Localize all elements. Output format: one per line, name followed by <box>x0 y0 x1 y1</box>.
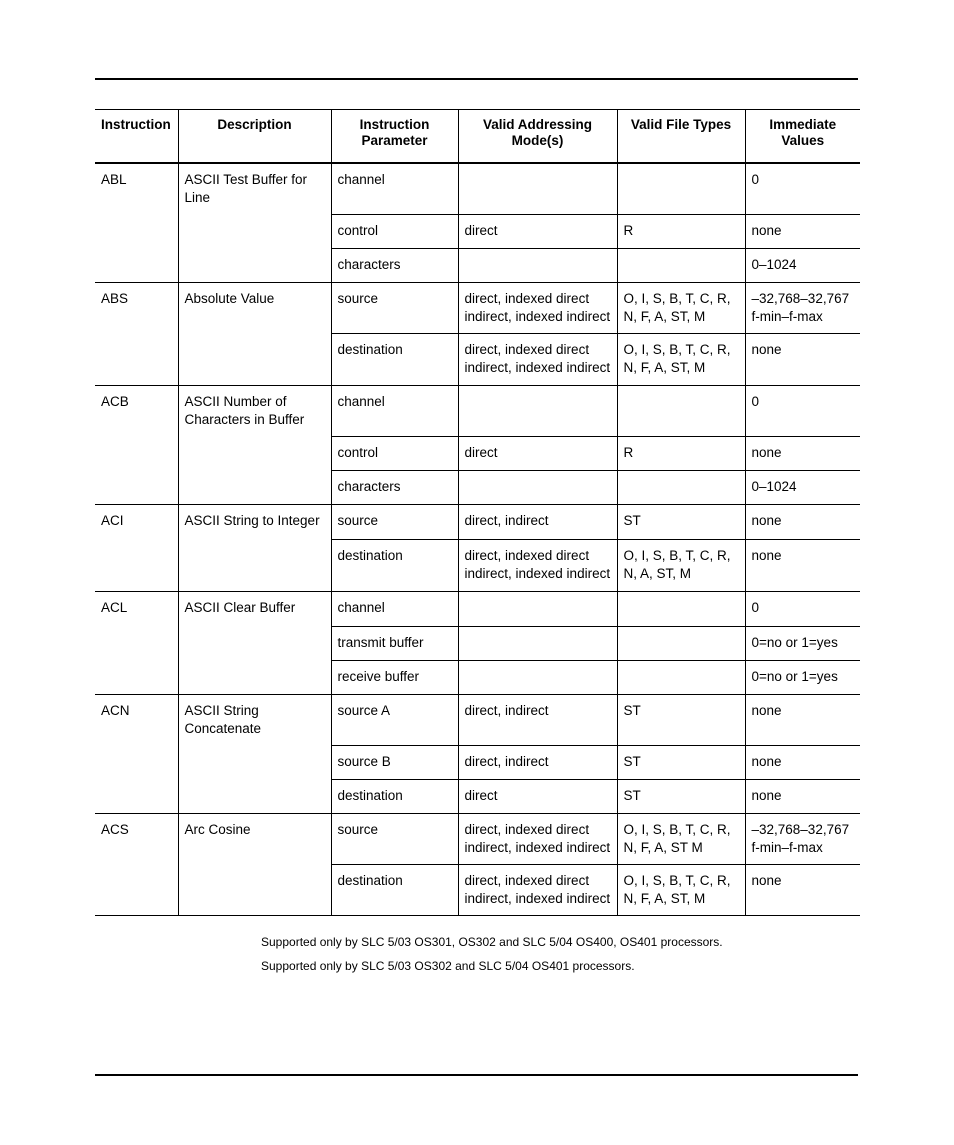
addressing-modes <box>458 470 617 504</box>
immediate-values: none <box>745 333 860 385</box>
file-types: ST <box>617 745 745 779</box>
instruction-parameter: source B <box>331 745 458 779</box>
immediate-values: none <box>745 694 860 745</box>
header-valid-file-types: Valid File Types <box>617 110 745 164</box>
header-valid-addressing-modes: Valid Addressing Mode(s) <box>458 110 617 164</box>
addressing-modes: direct, indexed direct indirect, indexed indirect <box>458 282 617 333</box>
addressing-modes: direct, indirect <box>458 694 617 745</box>
immediate-values: none <box>745 539 860 591</box>
immediate-values: 0 <box>745 385 860 436</box>
file-types: R <box>617 214 745 248</box>
immediate-values: 0=no or 1=yes <box>745 660 860 694</box>
addressing-modes <box>458 248 617 282</box>
addressing-modes <box>458 163 617 214</box>
file-types <box>617 660 745 694</box>
instruction-parameter: control <box>331 214 458 248</box>
file-types <box>617 248 745 282</box>
instruction-parameter: transmit buffer <box>331 626 458 660</box>
immediate-values: 0 <box>745 163 860 214</box>
footnote: Supported only by SLC 5/03 OS302 and SLC 5/04 OS401 processors. <box>261 959 635 973</box>
file-types: O, I, S, B, T, C, R, N, F, A, ST, M <box>617 864 745 915</box>
addressing-modes: direct <box>458 214 617 248</box>
immediate-values: 0–1024 <box>745 470 860 504</box>
table-row <box>95 385 860 436</box>
addressing-modes: direct, indirect <box>458 504 617 539</box>
instruction-parameter: characters <box>331 248 458 282</box>
instruction-code: ABS <box>95 282 178 385</box>
immediate-values: 0 <box>745 591 860 626</box>
file-types: ST <box>617 779 745 813</box>
instruction-parameter: channel <box>331 591 458 626</box>
addressing-modes: direct, indexed direct indirect, indexed indirect <box>458 864 617 915</box>
file-types <box>617 626 745 660</box>
instruction-parameter: source <box>331 504 458 539</box>
instruction-description: ASCII String Concatenate <box>178 694 331 813</box>
instruction-parameter: channel <box>331 385 458 436</box>
table-row <box>95 591 860 626</box>
instruction-code: ACN <box>95 694 178 813</box>
file-types: ST <box>617 504 745 539</box>
header-immediate-values: Immediate Values <box>745 110 860 164</box>
table-row <box>95 813 860 864</box>
table-row <box>95 282 860 333</box>
immediate-values: none <box>745 779 860 813</box>
table-body <box>95 163 860 915</box>
immediate-values: none <box>745 745 860 779</box>
file-types: ST <box>617 694 745 745</box>
immediate-values: –32,768–32,767 f-min–f-max <box>745 282 860 333</box>
file-types <box>617 385 745 436</box>
instruction-parameter: source <box>331 282 458 333</box>
instruction-parameter: destination <box>331 539 458 591</box>
instruction-parameter: destination <box>331 779 458 813</box>
immediate-values: –32,768–32,767 f-min–f-max <box>745 813 860 864</box>
instruction-description: Absolute Value <box>178 282 331 385</box>
file-types: O, I, S, B, T, C, R, N, A, ST, M <box>617 539 745 591</box>
table-row <box>95 504 860 539</box>
footer-rule <box>95 1074 858 1076</box>
header-description: Description <box>178 110 331 164</box>
instruction-description: ASCII Number of Characters in Buffer <box>178 385 331 504</box>
addressing-modes <box>458 660 617 694</box>
instruction-description: Arc Cosine <box>178 813 331 915</box>
file-types: O, I, S, B, T, C, R, N, F, A, ST, M <box>617 333 745 385</box>
file-types: O, I, S, B, T, C, R, N, F, A, ST M <box>617 813 745 864</box>
addressing-modes: direct, indirect <box>458 745 617 779</box>
instruction-code: ACB <box>95 385 178 504</box>
addressing-modes: direct <box>458 779 617 813</box>
immediate-values: none <box>745 214 860 248</box>
file-types: R <box>617 436 745 470</box>
instruction-description: ASCII String to Integer <box>178 504 331 591</box>
footnotes <box>261 930 723 978</box>
instruction-code: ABL <box>95 163 178 282</box>
instruction-parameter: source A <box>331 694 458 745</box>
instruction-table <box>95 109 860 916</box>
addressing-modes <box>458 591 617 626</box>
addressing-modes: direct, indexed direct indirect, indexed indirect <box>458 813 617 864</box>
instruction-description: ASCII Test Buffer for Line <box>178 163 331 282</box>
instruction-code: ACS <box>95 813 178 915</box>
instruction-parameter: characters <box>331 470 458 504</box>
file-types <box>617 163 745 214</box>
instruction-description: ASCII Clear Buffer <box>178 591 331 694</box>
instruction-parameter: destination <box>331 864 458 915</box>
instruction-parameter: channel <box>331 163 458 214</box>
addressing-modes <box>458 385 617 436</box>
table-header-row <box>95 110 860 164</box>
instruction-parameter: destination <box>331 333 458 385</box>
immediate-values: none <box>745 864 860 915</box>
instruction-code: ACI <box>95 504 178 591</box>
file-types <box>617 470 745 504</box>
header-rule <box>95 78 858 80</box>
table-row <box>95 163 860 214</box>
file-types: O, I, S, B, T, C, R, N, F, A, ST, M <box>617 282 745 333</box>
immediate-values: 0=no or 1=yes <box>745 626 860 660</box>
addressing-modes <box>458 626 617 660</box>
addressing-modes: direct, indexed direct indirect, indexed indirect <box>458 539 617 591</box>
instruction-parameter: source <box>331 813 458 864</box>
header-instruction-parameter: Instruction Parameter <box>331 110 458 164</box>
header-instruction: Instruction <box>95 110 178 164</box>
instruction-parameter: receive buffer <box>331 660 458 694</box>
file-types <box>617 591 745 626</box>
instruction-code: ACL <box>95 591 178 694</box>
immediate-values: 0–1024 <box>745 248 860 282</box>
footnote: Supported only by SLC 5/03 OS301, OS302 and SLC 5/04 OS400, OS401 processors. <box>261 935 723 949</box>
addressing-modes: direct <box>458 436 617 470</box>
table-row <box>95 694 860 745</box>
immediate-values: none <box>745 504 860 539</box>
immediate-values: none <box>745 436 860 470</box>
addressing-modes: direct, indexed direct indirect, indexed indirect <box>458 333 617 385</box>
instruction-parameter: control <box>331 436 458 470</box>
